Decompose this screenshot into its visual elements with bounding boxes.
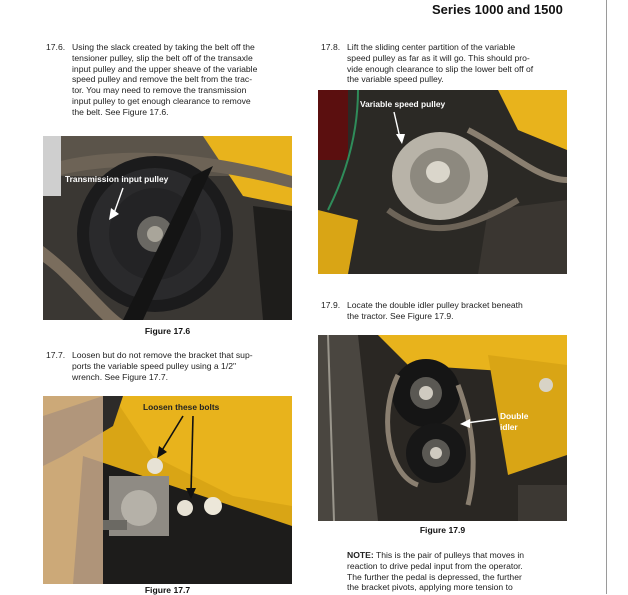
- step-line: Loosen but do not remove the bracket that sup-: [72, 350, 253, 360]
- figure-17-6-label: Transmission input pulley: [65, 174, 169, 184]
- note-line: the bracket pivots, applying more tension to: [347, 582, 513, 593]
- step-number: 17.6.: [46, 42, 66, 52]
- figure-17-8-label: Variable speed pulley: [360, 99, 446, 109]
- figure-17-8-photo: [318, 90, 567, 274]
- step-line: Locate the double idler pulley bracket beneath: [347, 300, 523, 310]
- page-margin-rule: [606, 0, 607, 594]
- step-number: 17.7.: [46, 350, 66, 360]
- note-first-line: [347, 550, 597, 561]
- step-17-6: [46, 42, 296, 122]
- figure-17-7-caption: Figure 17.7: [144, 585, 191, 595]
- note-block: [347, 550, 597, 594]
- step-17-8: [321, 42, 571, 88]
- step-line: the variable speed pulley.: [347, 74, 444, 85]
- figure-17-9-label-line1: Double: [500, 411, 529, 421]
- figure-17-6-caption: Figure 17.6: [144, 326, 191, 336]
- step-number: 17.9.: [321, 300, 341, 310]
- step-line: the tractor. See Figure 17.9.: [347, 310, 454, 321]
- step-line: tor. You may need to remove the transmission: [72, 85, 247, 96]
- figure-17-9-photo: [318, 335, 567, 521]
- note-prefix: NOTE:: [347, 550, 374, 560]
- step-line: the belt. See Figure 17.6.: [72, 106, 169, 117]
- figure-17-9-label-line2: idler: [500, 422, 518, 432]
- step-line: input pulley and the upper sheave of the variable: [72, 63, 258, 74]
- step-line: speed pulley as far as it will go. This should pro-: [347, 52, 530, 63]
- step-line: tensioner pulley, slip the belt off of the transaxle: [72, 52, 253, 63]
- page-header-title: Series 1000 and 1500: [432, 2, 563, 17]
- step-number: 17.8.: [321, 42, 341, 52]
- step-17-9: [321, 300, 571, 324]
- figure-17-7-photo: [43, 396, 292, 584]
- step-17-7: [46, 350, 296, 386]
- step-line: vide enough clearance to slip the lower belt off of: [347, 63, 534, 74]
- note-line: reaction to drive pedal input from the operator.: [347, 560, 523, 571]
- figure-17-6-photo: [43, 136, 292, 320]
- note-text: This is the pair of pulleys that moves in: [373, 550, 525, 560]
- step-line: input pulley to get enough clearance to remove: [72, 95, 251, 106]
- step-line: ports the variable speed pulley using a 1/2": [72, 360, 237, 371]
- step-line: Lift the sliding center partition of the variable: [347, 42, 516, 52]
- figure-17-9-caption: Figure 17.9: [419, 525, 466, 535]
- figure-17-7-label: Loosen these bolts: [143, 402, 220, 412]
- step-line: speed pulley and remove the belt from the trac-: [72, 74, 253, 85]
- step-line: wrench. See Figure 17.7.: [72, 371, 169, 382]
- note-line: The further the pedal is depressed, the further: [347, 571, 522, 582]
- step-line: Using the slack created by taking the belt off the: [72, 42, 255, 52]
